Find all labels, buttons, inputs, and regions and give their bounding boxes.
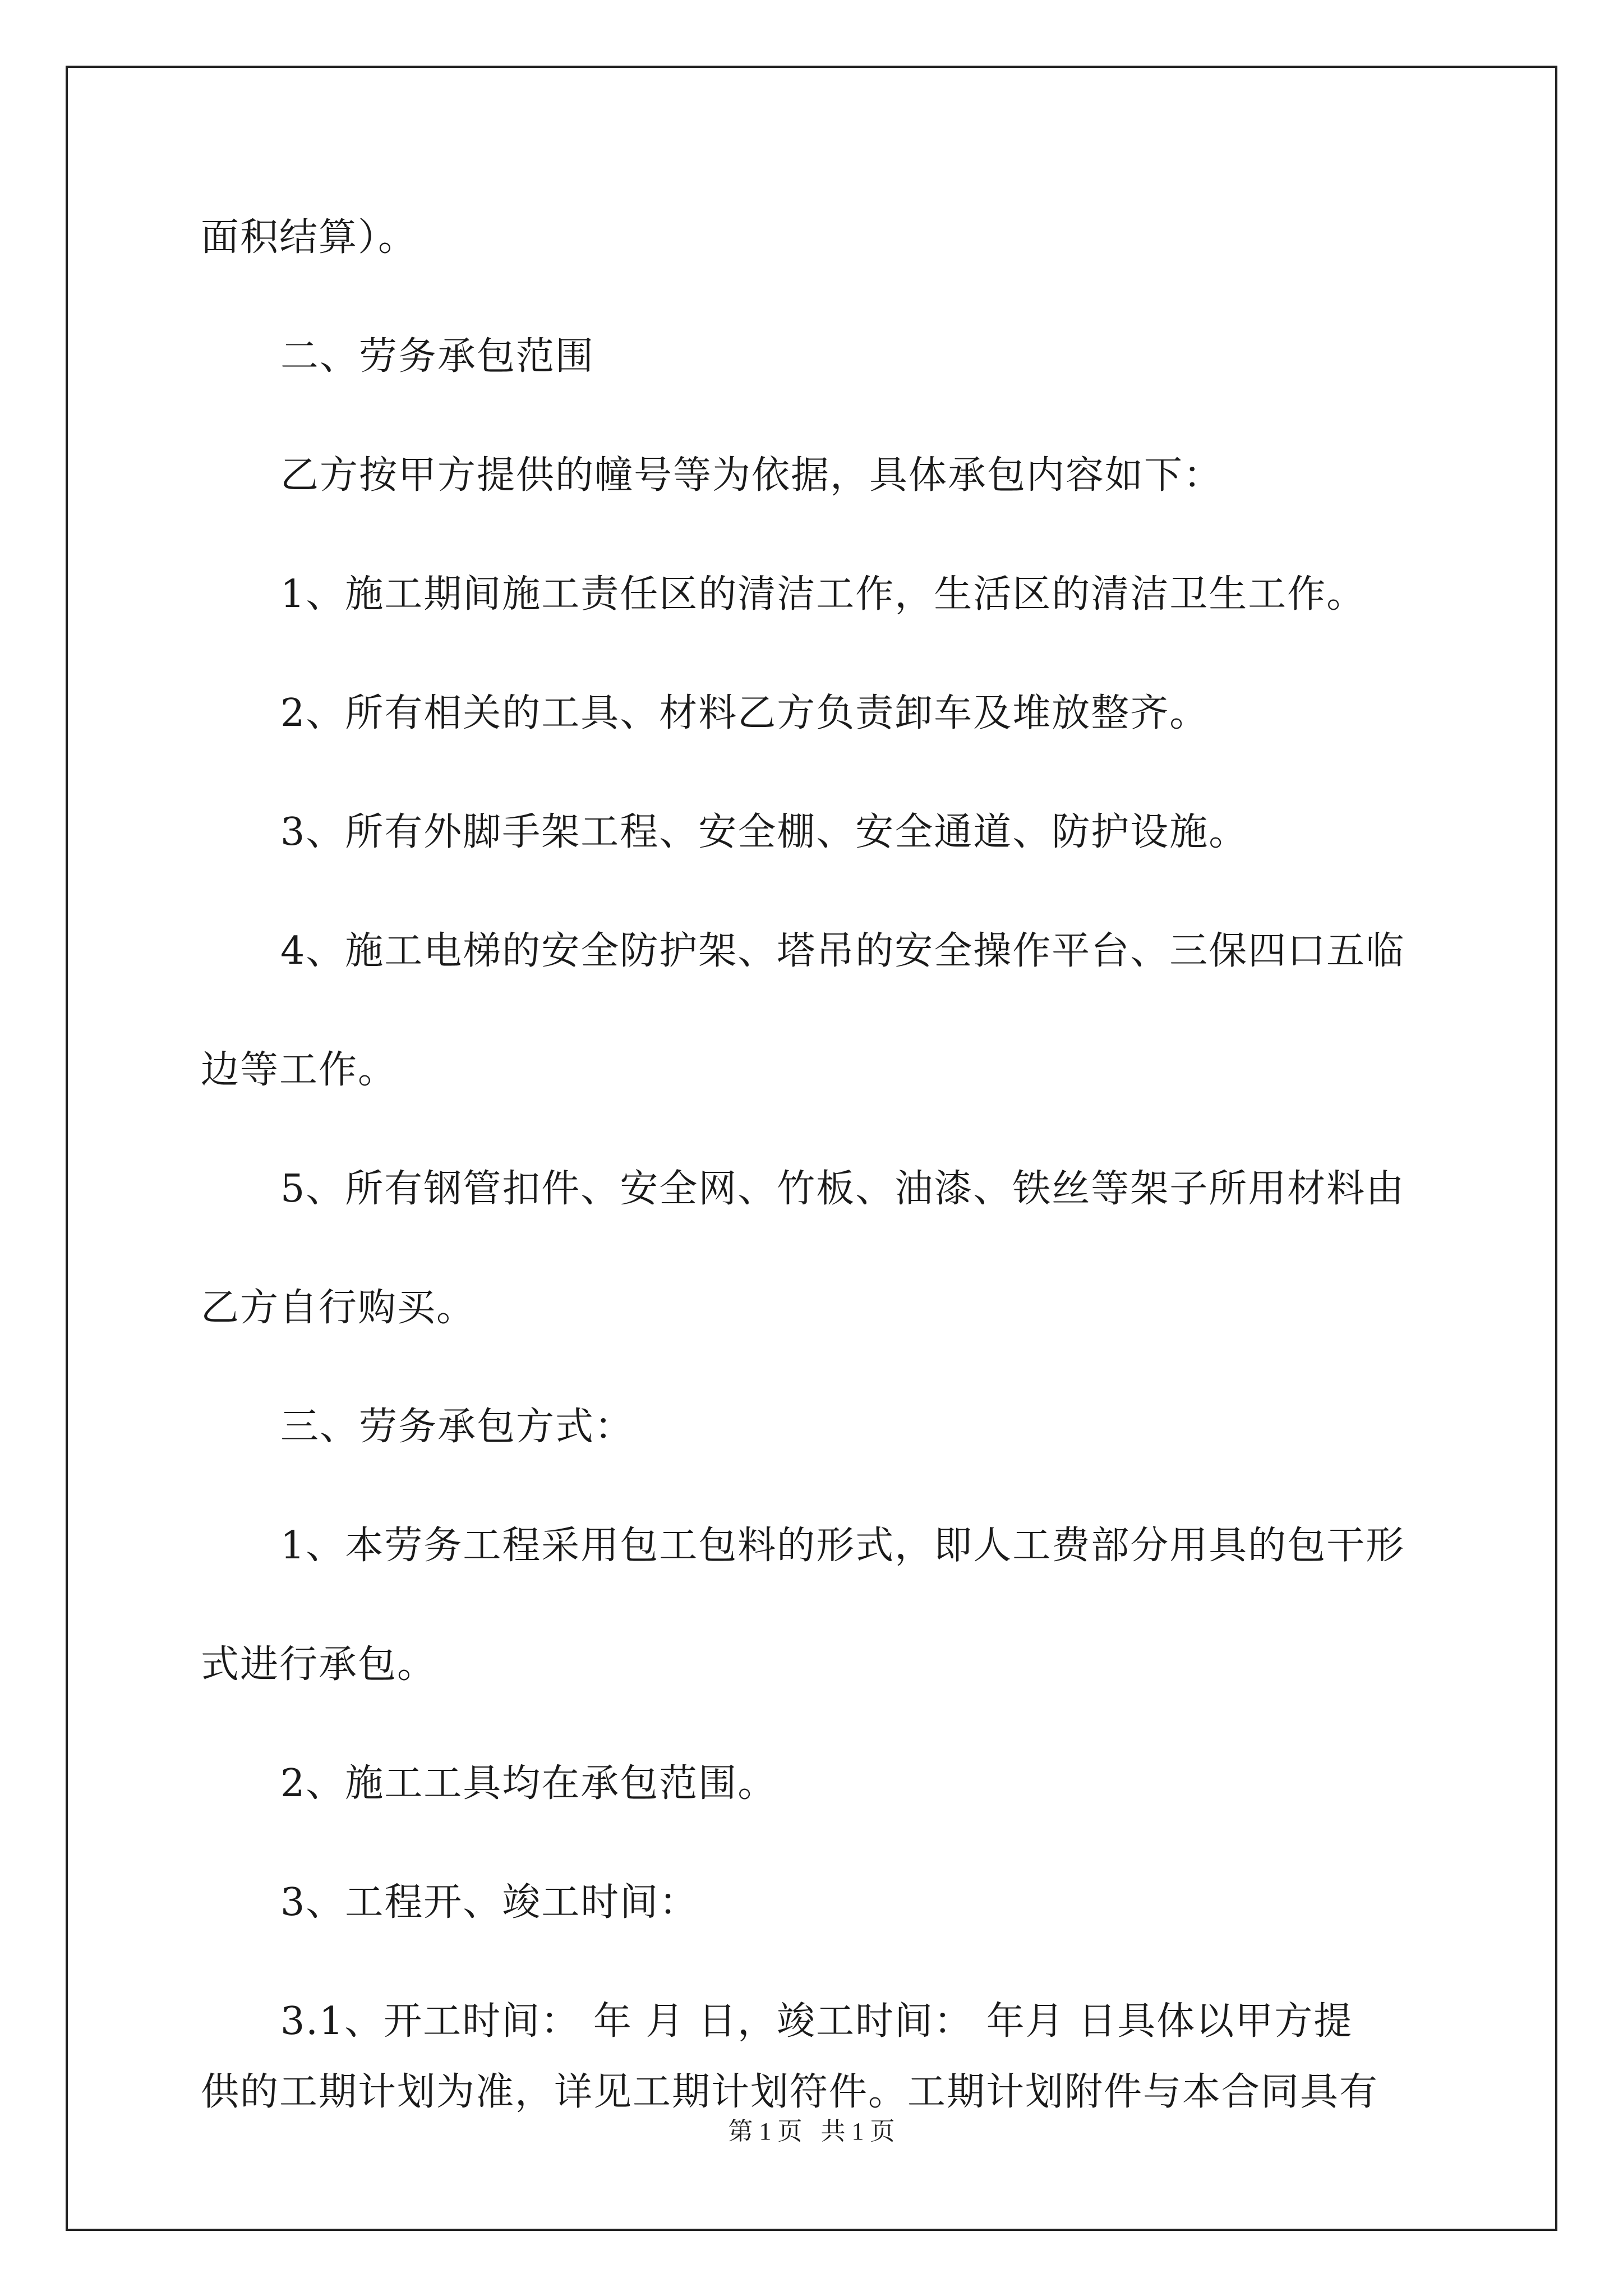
page-footer: 第 1 页 共 1 页 <box>728 2118 895 2145</box>
list-item: 3.1、开工时间： 年 月 日，竣工时间： 年月 日具体以甲方提 <box>280 1999 1353 2044</box>
list-item: 4、施工电梯的安全防护架、塔吊的安全操作平台、三保四口五临 <box>280 929 1405 973</box>
list-item: 1、施工期间施工责任区的清洁工作，生活区的清洁卫生工作。 <box>280 572 1366 616</box>
list-item: 1、本劳务工程采用包工包料的形式，即人工费部分用具的包干形 <box>280 1524 1405 1568</box>
section-heading: 三、劳务承包方式： <box>280 1405 634 1449</box>
list-item: 2、所有相关的工具、材料乙方负责卸车及堆放整齐。 <box>280 691 1209 735</box>
list-item-continuation: 边等工作。 <box>201 1048 398 1092</box>
list-item-continuation: 式进行承包。 <box>201 1642 437 1687</box>
list-item: 5、所有钢管扣件、安全网、竹板、油漆、铁丝等架子所用材料由 <box>280 1167 1405 1211</box>
list-item: 3、工程开、竣工时间： <box>280 1880 699 1925</box>
list-item-continuation: 供的工期计划为准，详见工期计划符件。工期计划附件与本合同具有 <box>201 2070 1379 2114</box>
list-item: 2、施工工具均在承包范围。 <box>280 1761 777 1806</box>
text-line: 乙方按甲方提供的幢号等为依据，具体承包内容如下： <box>280 453 1223 498</box>
text-line: 面积结算）。 <box>201 215 418 260</box>
section-heading: 二、劳务承包范围 <box>280 334 595 379</box>
list-item: 3、所有外脚手架工程、安全棚、安全通道、防护设施。 <box>280 810 1248 854</box>
list-item-continuation: 乙方自行购买。 <box>201 1286 476 1330</box>
